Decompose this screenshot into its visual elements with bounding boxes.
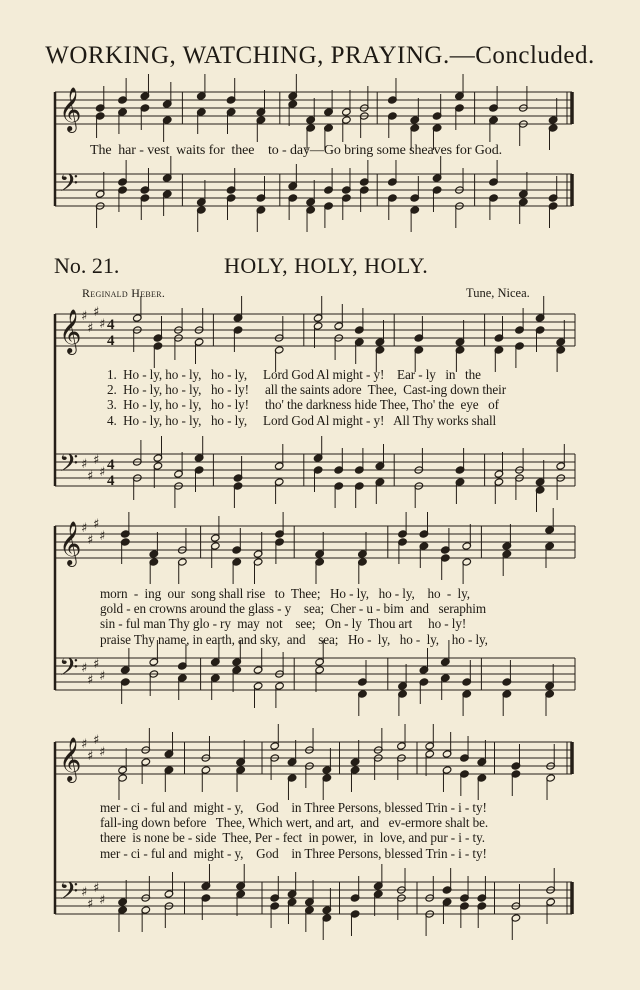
treble-clef-icon: 𝄞: [59, 87, 82, 131]
time-signature-top: 4: [107, 317, 115, 333]
hymn-tune: Tune, Nicea.: [466, 286, 530, 300]
lyric-line: mer - ci - ful and might - y, God in Three Persons, blessed Trin - i - ty!: [100, 845, 487, 861]
lyric-line: sin - ful man Thy glo - ry may not see; On - ly Thou art ho - ly!: [100, 616, 467, 632]
sharp-sign-icon: ♯: [99, 465, 106, 480]
sharp-sign-icon: ♯: [81, 737, 88, 752]
sharp-sign-icon: ♯: [93, 881, 100, 896]
lyric-line: mer - ci - ful and might - y, God in Three Persons, blessed Trin - i - ty!: [100, 800, 487, 815]
sharp-sign-icon: ♯: [81, 661, 88, 676]
lyric-line: morn - ing our song shall rise to Thee; Ho - ly, ho - ly, ho - ly,: [100, 586, 470, 601]
hymn-title: HOLY, HOLY, HOLY.: [224, 253, 429, 278]
sharp-sign-icon: ♯: [93, 733, 100, 748]
sharp-sign-icon: ♯: [99, 669, 106, 684]
sharp-sign-icon: ♯: [87, 321, 94, 336]
time-signature-top: 4: [107, 457, 115, 473]
sharp-sign-icon: ♯: [93, 305, 100, 320]
bass-clef-icon: 𝄢: [59, 169, 79, 204]
sharp-sign-icon: ♯: [99, 745, 106, 760]
hymn-number: No. 21.: [54, 253, 120, 278]
time-signature-bottom: 4: [107, 333, 115, 349]
treble-clef-icon: 𝄞: [59, 309, 82, 353]
sharp-sign-icon: ♯: [87, 897, 94, 912]
sharp-sign-icon: ♯: [93, 657, 100, 672]
sharp-sign-icon: ♯: [87, 533, 94, 548]
sharp-sign-icon: ♯: [93, 453, 100, 468]
concluded-lyric: The har - vest waits for thee to - day—Go bring some sheaves for God.: [90, 143, 503, 158]
lyric-line: gold - en crowns around the glass - y sea; Cher - u - bim and seraphim: [100, 601, 487, 617]
hymn-author: Reginald Heber.: [82, 286, 166, 300]
lyric-line: 2. Ho - ly, ho - ly, ho - ly! all the saints adore Thee, Cast-ing down their: [107, 382, 507, 398]
lyric-line: 1. Ho - ly, ho - ly, ho - ly, Lord God Al might - y! Ear - ly in the: [107, 367, 481, 382]
bass-clef-icon: 𝄢: [59, 653, 79, 688]
sharp-sign-icon: ♯: [99, 317, 106, 332]
bass-clef-icon: 𝄢: [59, 877, 79, 912]
time-signature-bottom: 4: [107, 473, 115, 489]
sharp-sign-icon: ♯: [81, 885, 88, 900]
sharp-sign-icon: ♯: [81, 457, 88, 472]
lyric-line: 4. Ho - ly, ho - ly, ho - ly, Lord God Al might - y! All Thy works shall: [107, 412, 497, 428]
sharp-sign-icon: ♯: [99, 893, 106, 908]
treble-clef-icon: 𝄞: [59, 737, 82, 781]
sharp-sign-icon: ♯: [93, 517, 100, 532]
lyric-line: fall-ing down before Thee, Which wert, and art, and ev-ermore shalt be.: [100, 815, 489, 831]
sharp-sign-icon: ♯: [81, 309, 88, 324]
sharp-sign-icon: ♯: [81, 521, 88, 536]
lyric-line: there is none be - side Thee, Per - fect in power, in love, and pur - i - ty.: [100, 830, 485, 846]
treble-clef-icon: 𝄞: [59, 521, 82, 565]
running-title: WORKING, WATCHING, PRAYING.—Concluded.: [45, 42, 595, 69]
lyric-line: praise Thy name, in earth, and sky, and sea; Ho - ly, ho - ly, ho - ly,: [100, 631, 488, 647]
sharp-sign-icon: ♯: [87, 673, 94, 688]
bass-clef-icon: 𝄢: [59, 449, 79, 484]
lyric-line: 3. Ho - ly, ho - ly, ho - ly! tho' the darkness hide Thee, Tho' the eye of: [107, 397, 499, 413]
sharp-sign-icon: ♯: [87, 749, 94, 764]
sharp-sign-icon: ♯: [87, 469, 94, 484]
sharp-sign-icon: ♯: [99, 529, 106, 544]
